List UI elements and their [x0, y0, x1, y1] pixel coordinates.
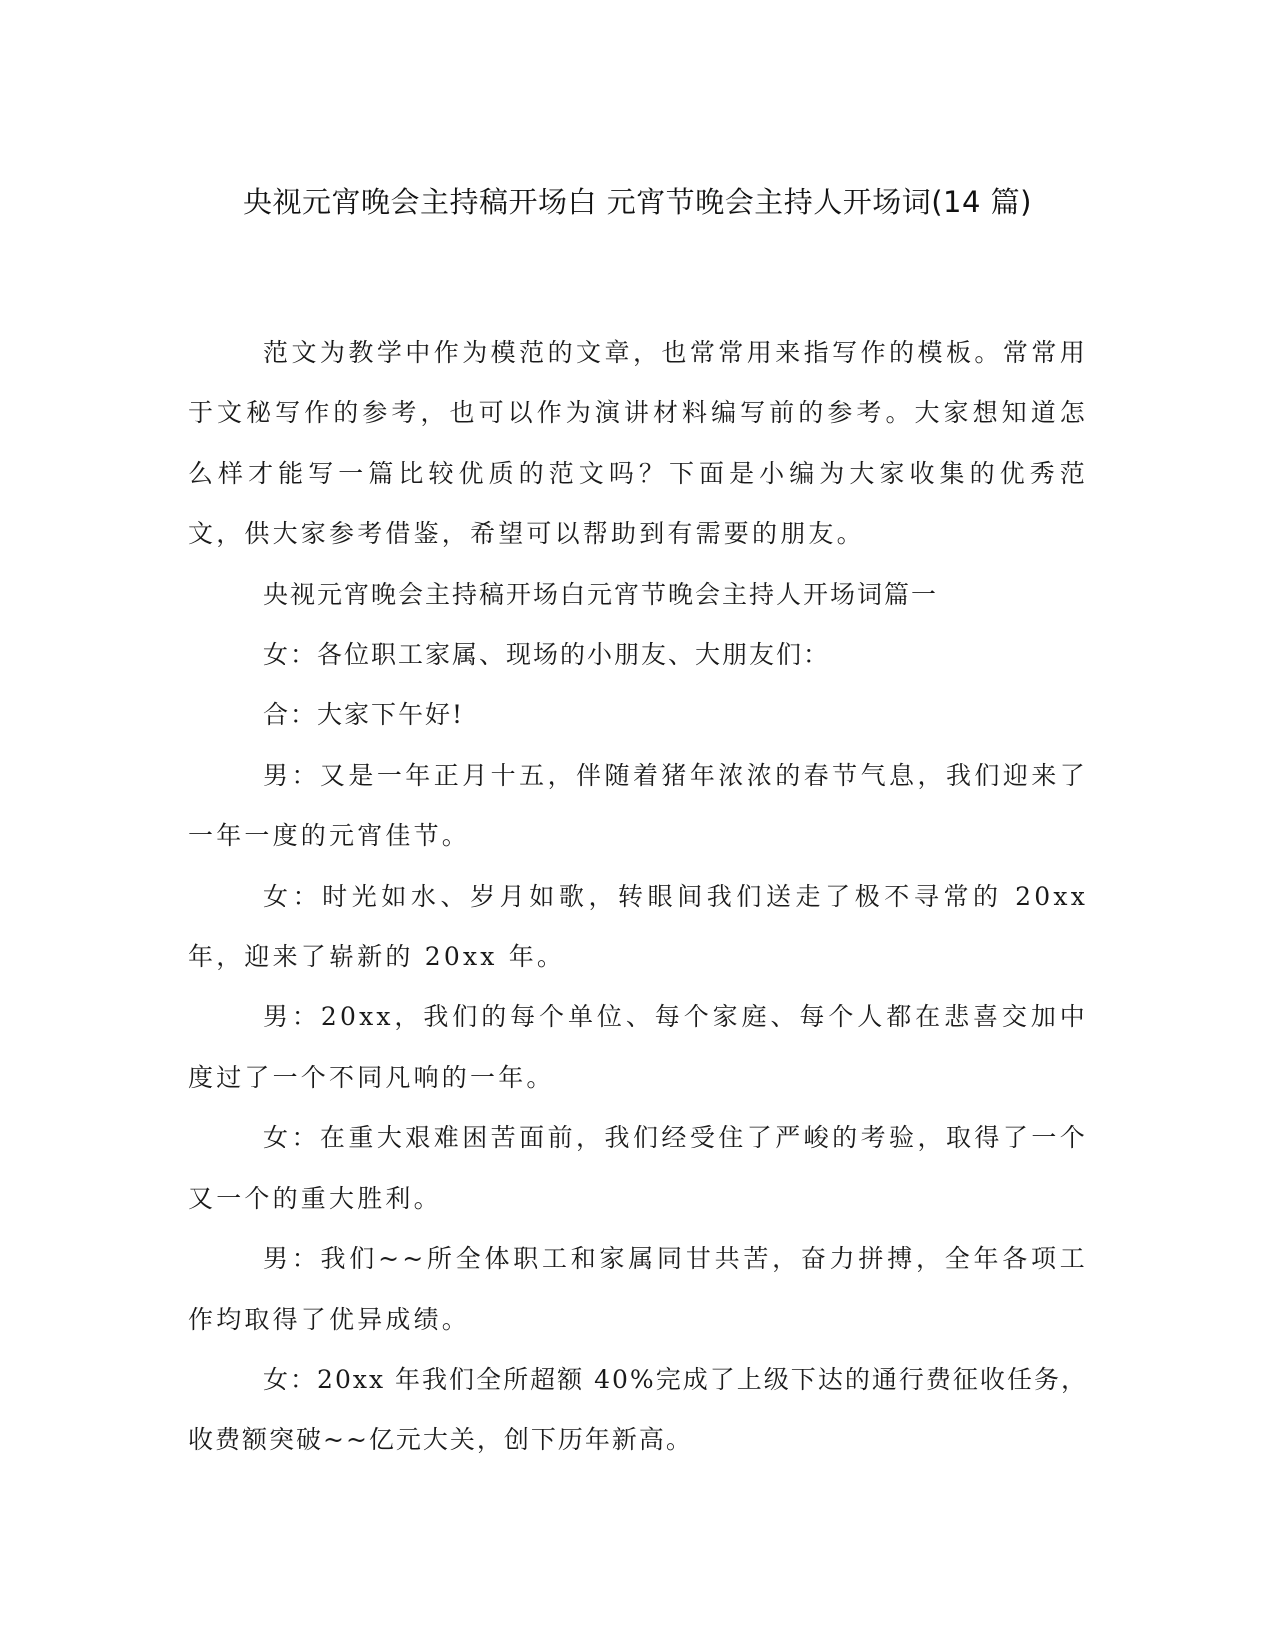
intro-paragraph: 范文为教学中作为模范的文章，也常常用来指写作的模板。常常用于文秘写作的参考，也可以作为演讲材料编写前的参考。大家想知道怎么样才能写一篇比较优质的范文吗？下面是小编为大家收集的优秀范文，供大家参考借鉴，希望可以帮助到有需要的朋友。: [188, 338, 1088, 549]
script-line: 女：20xx 年我们全所超额 40%完成了上级下达的通行费征收任务，收费额突破~~亿元大关，创下历年新高。: [188, 1364, 1088, 1455]
script-line: 男：又是一年正月十五，伴随着猪年浓浓的春节气息，我们迎来了一年一度的元宵佳节。: [188, 760, 1088, 851]
document-title: 央视元宵晚会主持稿开场白 元宵节晚会主持人开场词(14 篇): [243, 185, 1032, 219]
script-line: 男：我们~~所全体职工和家属同甘共苦，奋力拼搏，全年各项工作均取得了优异成绩。: [188, 1244, 1088, 1334]
document-body: [188, 323, 1088, 1471]
section-heading: 央视元宵晚会主持稿开场白元宵节晚会主持人开场词篇一: [263, 579, 939, 609]
script-line: 女：时光如水、岁月如歌，转眼间我们送走了极不寻常的 20xx 年，迎来了崭新的 20xx 年。: [188, 881, 1088, 972]
script-line: 女：在重大艰难困苦面前，我们经受住了严峻的考验，取得了一个又一个的重大胜利。: [188, 1123, 1088, 1213]
script-line: 男：20xx，我们的每个单位、每个家庭、每个人都在悲喜交加中度过了一个不同凡响的一年。: [188, 1002, 1088, 1092]
script-line: 女：各位职工家属、现场的小朋友、大朋友们：: [263, 640, 831, 670]
script-line: 合：大家下午好!: [263, 700, 465, 730]
